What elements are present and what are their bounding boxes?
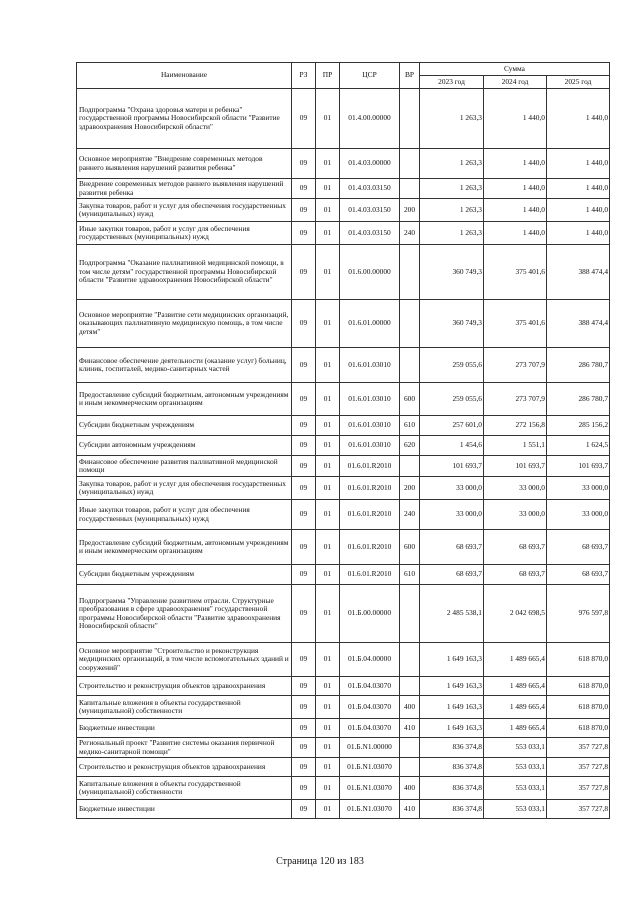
row-rz: 09: [292, 758, 316, 777]
row-sum-2024: 101 693,7: [484, 456, 547, 477]
row-csr: 01.6.01.R2010: [340, 530, 400, 565]
row-sum-2024: 1 489 665,4: [484, 719, 547, 738]
row-sum-2023: 1 263,3: [420, 179, 484, 199]
row-name: Капитальные вложения в объекты государственной (муниципальной) собственности: [77, 696, 292, 719]
row-vr: 400: [400, 696, 420, 719]
row-rz: 09: [292, 416, 316, 436]
row-vr: [400, 585, 420, 643]
row-name: Предоставление субсидий бюджетным, автономным учреждениям и иным некоммерческим организациям: [77, 383, 292, 416]
row-csr: 01.6.01.R2010: [340, 477, 400, 500]
table-row: [77, 456, 610, 477]
row-csr: 01.4.00.00000: [340, 89, 400, 149]
row-pr: 01: [316, 500, 340, 530]
row-name: Подпрограмма "Управление развитием отрасли. Структурные преобразования в сфере здравоохранения" государственной программы Новосибирской области "Развитие здравоохранения Новосибирской области": [77, 585, 292, 643]
table-row: [77, 777, 610, 800]
row-pr: 01: [316, 565, 340, 585]
table-row: [77, 800, 610, 819]
row-rz: 09: [292, 500, 316, 530]
row-name: Предоставление субсидий бюджетным, автономным учреждениям и иным некоммерческим организациям: [77, 530, 292, 565]
row-rz: 09: [292, 222, 316, 245]
row-sum-2025: 976 597,8: [547, 585, 610, 643]
row-sum-2023: 2 485 538,1: [420, 585, 484, 643]
row-sum-2025: 68 693,7: [547, 530, 610, 565]
row-vr: [400, 245, 420, 300]
table-row: [77, 477, 610, 500]
row-vr: [400, 149, 420, 179]
row-sum-2024: 1 489 665,4: [484, 677, 547, 696]
row-csr: 01.Б.04.03070: [340, 696, 400, 719]
table-row: [77, 436, 610, 456]
row-name: Субсидии автономным учреждениям: [77, 436, 292, 456]
row-vr: [400, 348, 420, 383]
row-sum-2024: 1 489 665,4: [484, 696, 547, 719]
row-sum-2024: 1 440,0: [484, 149, 547, 179]
table-row: [77, 179, 610, 199]
row-pr: 01: [316, 696, 340, 719]
header-vr: ВР: [400, 63, 420, 89]
row-sum-2025: 357 727,8: [547, 758, 610, 777]
row-rz: 09: [292, 149, 316, 179]
row-vr: 620: [400, 436, 420, 456]
row-csr: 01.4.03.03150: [340, 199, 400, 222]
budget-document: [76, 62, 609, 819]
row-rz: 09: [292, 677, 316, 696]
row-pr: 01: [316, 477, 340, 500]
row-pr: 01: [316, 222, 340, 245]
row-sum-2023: 33 000,0: [420, 477, 484, 500]
table-row: [77, 348, 610, 383]
row-rz: 09: [292, 719, 316, 738]
row-name: Подпрограмма "Охрана здоровья матери и ребенка" государственной программы Новосибирской области "Развитие здравоохранения Новосибирской области": [77, 89, 292, 149]
row-name: Основное мероприятие "Развитие сети медицинских организаций, оказывающих паллиативную медицинскую помощь, в том числе детям": [77, 300, 292, 348]
row-rz: 09: [292, 696, 316, 719]
row-name: Финансовое обеспечение деятельности (оказание услуг) больниц, клиник, госпиталей, медико-санитарных частей: [77, 348, 292, 383]
row-sum-2025: 357 727,8: [547, 777, 610, 800]
row-rz: 09: [292, 179, 316, 199]
row-rz: 09: [292, 800, 316, 819]
row-sum-2025: 1 440,0: [547, 222, 610, 245]
row-sum-2025: 618 870,0: [547, 677, 610, 696]
row-name: Закупка товаров, работ и услуг для обеспечения государственных (муниципальных) нужд: [77, 199, 292, 222]
row-csr: 01.4.03.03150: [340, 222, 400, 245]
row-sum-2024: 375 401,6: [484, 300, 547, 348]
row-sum-2024: 273 707,9: [484, 348, 547, 383]
row-sum-2025: 357 727,8: [547, 800, 610, 819]
row-vr: [400, 456, 420, 477]
row-vr: [400, 643, 420, 677]
row-sum-2024: 1 440,0: [484, 199, 547, 222]
row-sum-2024: 1 551,1: [484, 436, 547, 456]
row-sum-2025: 618 870,0: [547, 719, 610, 738]
row-pr: 01: [316, 199, 340, 222]
table-row: [77, 643, 610, 677]
row-rz: 09: [292, 456, 316, 477]
row-sum-2023: 1 454,6: [420, 436, 484, 456]
row-sum-2023: 836 374,8: [420, 738, 484, 758]
row-rz: 09: [292, 300, 316, 348]
row-pr: 01: [316, 643, 340, 677]
row-sum-2025: 1 440,0: [547, 179, 610, 199]
row-sum-2024: 33 000,0: [484, 500, 547, 530]
row-sum-2023: 1 649 163,3: [420, 696, 484, 719]
row-name: Внедрение современных методов раннего выявления нарушений развития ребенка: [77, 179, 292, 199]
row-sum-2023: 836 374,8: [420, 800, 484, 819]
table-row: [77, 565, 610, 585]
row-name: Капитальные вложения в объекты государственной (муниципальной) собственности: [77, 777, 292, 800]
row-vr: [400, 758, 420, 777]
page-number: Страница 120 из 183: [276, 856, 364, 867]
table-row: [77, 222, 610, 245]
row-sum-2025: 1 440,0: [547, 89, 610, 149]
row-vr: [400, 677, 420, 696]
row-vr: 610: [400, 565, 420, 585]
table-row: [77, 416, 610, 436]
row-sum-2025: 357 727,8: [547, 738, 610, 758]
row-vr: 400: [400, 777, 420, 800]
row-sum-2025: 33 000,0: [547, 477, 610, 500]
row-pr: 01: [316, 383, 340, 416]
table-header: [77, 63, 610, 89]
row-csr: 01.6.01.03010: [340, 383, 400, 416]
row-pr: 01: [316, 719, 340, 738]
row-sum-2023: 259 055,6: [420, 383, 484, 416]
row-name: Строительство и реконструкция объектов здравоохранения: [77, 677, 292, 696]
table-row: [77, 585, 610, 643]
row-vr: [400, 179, 420, 199]
row-sum-2025: 285 156,2: [547, 416, 610, 436]
header-name: Наименование: [77, 63, 292, 89]
row-name: Бюджетные инвестиции: [77, 800, 292, 819]
row-sum-2024: 1 440,0: [484, 179, 547, 199]
row-sum-2023: 33 000,0: [420, 500, 484, 530]
row-vr: 600: [400, 530, 420, 565]
row-sum-2024: 375 401,6: [484, 245, 547, 300]
row-sum-2023: 1 649 163,3: [420, 677, 484, 696]
row-sum-2023: 257 601,0: [420, 416, 484, 436]
row-name: Строительство и реконструкция объектов здравоохранения: [77, 758, 292, 777]
budget-table: [76, 62, 610, 819]
row-sum-2023: 1 263,3: [420, 149, 484, 179]
row-name: Субсидии бюджетным учреждениям: [77, 416, 292, 436]
table-row: [77, 696, 610, 719]
table-row: [77, 383, 610, 416]
row-rz: 09: [292, 436, 316, 456]
row-csr: 01.6.01.R2010: [340, 500, 400, 530]
row-csr: 01.Б.N1.03070: [340, 777, 400, 800]
row-sum-2025: 1 440,0: [547, 199, 610, 222]
row-name: Бюджетные инвестиции: [77, 719, 292, 738]
table-row: [77, 530, 610, 565]
row-csr: 01.Б.N1.03070: [340, 800, 400, 819]
row-name: Иные закупки товаров, работ и услуг для обеспечения государственных (муниципальных) нужд: [77, 500, 292, 530]
row-sum-2024: 33 000,0: [484, 477, 547, 500]
header-year-2023: 2023 год: [420, 76, 484, 89]
row-csr: 01.Б.04.03070: [340, 719, 400, 738]
row-sum-2023: 1 263,3: [420, 89, 484, 149]
row-vr: 240: [400, 500, 420, 530]
row-vr: 410: [400, 800, 420, 819]
row-sum-2025: 101 693,7: [547, 456, 610, 477]
row-sum-2023: 836 374,8: [420, 758, 484, 777]
row-name: Субсидии бюджетным учреждениям: [77, 565, 292, 585]
row-csr: 01.Б.N1.03070: [340, 758, 400, 777]
row-pr: 01: [316, 436, 340, 456]
row-rz: 09: [292, 348, 316, 383]
row-sum-2025: 286 780,7: [547, 383, 610, 416]
row-csr: 01.6.01.R2010: [340, 565, 400, 585]
row-pr: 01: [316, 89, 340, 149]
header-year-2024: 2024 год: [484, 76, 547, 89]
row-name: Закупка товаров, работ и услуг для обеспечения государственных (муниципальных) нужд: [77, 477, 292, 500]
row-csr: 01.6.01.00000: [340, 300, 400, 348]
table-row: [77, 199, 610, 222]
row-rz: 09: [292, 643, 316, 677]
row-sum-2025: 33 000,0: [547, 500, 610, 530]
row-csr: 01.4.03.03150: [340, 179, 400, 199]
row-sum-2024: 553 033,1: [484, 800, 547, 819]
row-name: Основное мероприятие "Строительство и реконструкция медицинских организаций, в том числе вспомогательных зданий и сооружений": [77, 643, 292, 677]
row-csr: 01.6.01.03010: [340, 416, 400, 436]
row-sum-2025: 618 870,0: [547, 696, 610, 719]
row-sum-2024: 553 033,1: [484, 738, 547, 758]
row-sum-2024: 553 033,1: [484, 777, 547, 800]
row-pr: 01: [316, 800, 340, 819]
row-rz: 09: [292, 245, 316, 300]
row-sum-2024: 273 707,9: [484, 383, 547, 416]
row-sum-2024: 1 440,0: [484, 89, 547, 149]
table-row: [77, 89, 610, 149]
row-pr: 01: [316, 149, 340, 179]
row-vr: 240: [400, 222, 420, 245]
row-sum-2023: 101 693,7: [420, 456, 484, 477]
row-sum-2024: 1 489 665,4: [484, 643, 547, 677]
row-vr: 600: [400, 383, 420, 416]
row-csr: 01.6.00.00000: [340, 245, 400, 300]
row-rz: 09: [292, 199, 316, 222]
row-csr: 01.Б.04.03070: [340, 677, 400, 696]
row-sum-2025: 388 474,4: [547, 300, 610, 348]
row-vr: [400, 89, 420, 149]
row-csr: 01.Б.N1.00000: [340, 738, 400, 758]
row-sum-2023: 836 374,8: [420, 777, 484, 800]
row-sum-2024: 68 693,7: [484, 565, 547, 585]
row-sum-2023: 1 263,3: [420, 199, 484, 222]
row-pr: 01: [316, 777, 340, 800]
row-sum-2023: 1 649 163,3: [420, 719, 484, 738]
row-vr: 610: [400, 416, 420, 436]
row-pr: 01: [316, 300, 340, 348]
row-sum-2023: 360 749,3: [420, 245, 484, 300]
row-sum-2025: 1 624,5: [547, 436, 610, 456]
row-name: Иные закупки товаров, работ и услуг для обеспечения государственных (муниципальных) нужд: [77, 222, 292, 245]
table-row: [77, 758, 610, 777]
row-sum-2023: 1 263,3: [420, 222, 484, 245]
row-sum-2024: 1 440,0: [484, 222, 547, 245]
table-row: [77, 245, 610, 300]
row-pr: 01: [316, 348, 340, 383]
row-pr: 01: [316, 179, 340, 199]
header-year-2025: 2025 год: [547, 76, 610, 89]
table-row: [77, 677, 610, 696]
row-vr: [400, 738, 420, 758]
row-sum-2024: 553 033,1: [484, 758, 547, 777]
row-vr: 200: [400, 199, 420, 222]
row-pr: 01: [316, 456, 340, 477]
row-rz: 09: [292, 477, 316, 500]
row-sum-2023: 68 693,7: [420, 530, 484, 565]
row-name: Основное мероприятие "Внедрение современных методов раннего выявления нарушений развития ребенка": [77, 149, 292, 179]
table-row: [77, 719, 610, 738]
header-sum: Сумма: [420, 63, 610, 76]
row-rz: 09: [292, 89, 316, 149]
row-rz: 09: [292, 777, 316, 800]
row-pr: 01: [316, 530, 340, 565]
row-csr: 01.6.01.03010: [340, 436, 400, 456]
row-sum-2023: 1 649 163,3: [420, 643, 484, 677]
table-row: [77, 738, 610, 758]
row-rz: 09: [292, 383, 316, 416]
row-sum-2025: 286 780,7: [547, 348, 610, 383]
table-row: [77, 500, 610, 530]
row-rz: 09: [292, 565, 316, 585]
row-vr: 410: [400, 719, 420, 738]
row-sum-2023: 259 055,6: [420, 348, 484, 383]
row-sum-2023: 360 749,3: [420, 300, 484, 348]
table-body: [77, 89, 610, 819]
row-csr: 01.6.01.R2010: [340, 456, 400, 477]
row-csr: 01.Б.04.00000: [340, 643, 400, 677]
header-rz: РЗ: [292, 63, 316, 89]
row-pr: 01: [316, 677, 340, 696]
row-pr: 01: [316, 758, 340, 777]
header-pr: ПР: [316, 63, 340, 89]
row-csr: 01.4.03.00000: [340, 149, 400, 179]
row-rz: 09: [292, 530, 316, 565]
row-sum-2023: 68 693,7: [420, 565, 484, 585]
row-csr: 01.Б.00.00000: [340, 585, 400, 643]
row-sum-2025: 68 693,7: [547, 565, 610, 585]
row-sum-2025: 388 474,4: [547, 245, 610, 300]
row-name: Финансовое обеспечение развития паллиативной медицинской помощи: [77, 456, 292, 477]
row-rz: 09: [292, 738, 316, 758]
row-sum-2025: 1 440,0: [547, 149, 610, 179]
row-sum-2024: 272 156,8: [484, 416, 547, 436]
row-csr: 01.6.01.03010: [340, 348, 400, 383]
table-row: [77, 300, 610, 348]
row-sum-2024: 68 693,7: [484, 530, 547, 565]
row-pr: 01: [316, 585, 340, 643]
row-pr: 01: [316, 416, 340, 436]
row-vr: 200: [400, 477, 420, 500]
row-name: Региональный проект "Развитие системы оказания первичной медико-санитарной помощи": [77, 738, 292, 758]
row-pr: 01: [316, 245, 340, 300]
row-sum-2025: 618 870,0: [547, 643, 610, 677]
table-row: [77, 149, 610, 179]
row-name: Подпрограмма "Оказание паллиативной медицинской помощи, в том числе детям" государственной программы Новосибирской области "Развитие здравоохранения Новосибирской области": [77, 245, 292, 300]
row-pr: 01: [316, 738, 340, 758]
row-rz: 09: [292, 585, 316, 643]
header-csr: ЦСР: [340, 63, 400, 89]
row-vr: [400, 300, 420, 348]
row-sum-2024: 2 042 698,5: [484, 585, 547, 643]
